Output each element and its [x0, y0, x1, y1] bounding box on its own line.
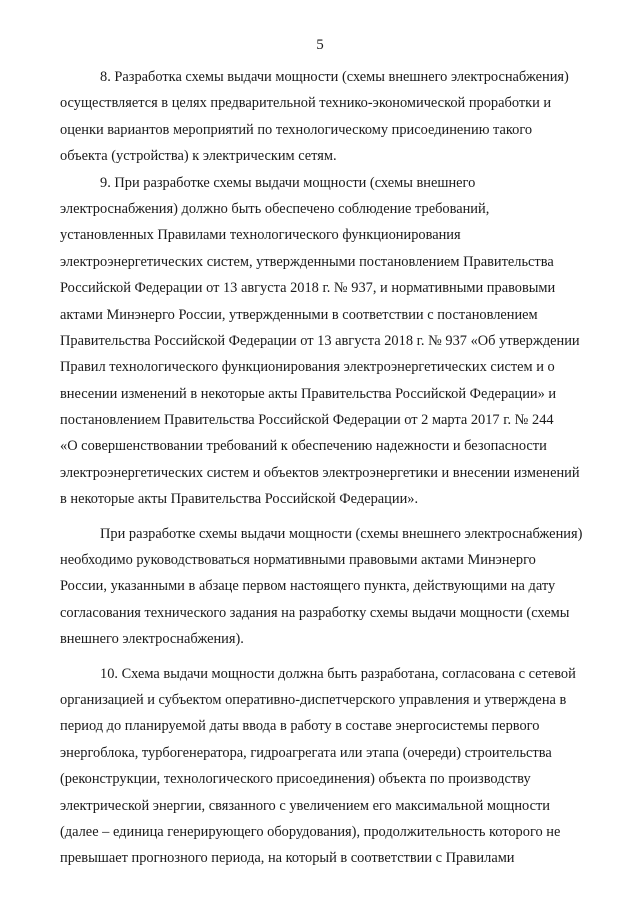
paragraph-gap: [60, 513, 608, 521]
text-line: внесении изменений в некоторые акты Правительства Российской Федерации» и: [60, 385, 557, 402]
text-line: России, указанными в абзаце первом настоящего пункта, действующими на дату: [60, 578, 556, 595]
text-line: 9. При разработке схемы выдачи мощности (схемы внешнего: [100, 174, 476, 191]
text-line: внешнего электроснабжения).: [60, 631, 244, 648]
text-line: «О совершенствовании требований к обеспечению надежности и безопасности: [60, 438, 547, 455]
text-line: (далее – единица генерирующего оборудования), продолжительность которого не: [60, 823, 561, 840]
text-line: электрической энергии, связанного с увеличением его максимальной мощности: [60, 797, 550, 814]
text-line: Правил технологического функционирования электроэнергетических систем и о: [60, 359, 555, 376]
text-line: Российской Федерации от 13 августа 2018 г. № 937, и нормативными правовыми: [60, 280, 556, 297]
text-line: установленных Правилами технологического функционирования: [60, 227, 461, 244]
text-line: электроэнергетических систем и объектов электроэнергетики и внесении изменений: [60, 464, 580, 481]
paragraph-8: [60, 64, 608, 170]
text-line: превышает прогнозного периода, на который в соответствии с Правилами: [60, 850, 515, 867]
text-line: 8. Разработка схемы выдачи мощности (схемы внешнего электроснабжения): [100, 69, 569, 85]
text-line: организацией и субъектом оперативно-диспетчерского управления и утверждена в: [60, 691, 567, 708]
text-line: осуществляется в целях предварительной технико-экономической проработки и: [60, 95, 552, 112]
text-line: энергоблока, турбогенератора, гидроагрегата или этапа (очереди) строительства: [60, 744, 552, 761]
text-line: необходимо руководствоваться нормативными правовыми актами Минэнерго: [60, 552, 536, 569]
paragraph-gap: [60, 653, 608, 661]
paragraph-10: [60, 661, 608, 872]
text-line: постановлением Правительства Российской Федерации от 2 марта 2017 г. № 244: [60, 412, 554, 429]
paragraph-9-second: [60, 521, 608, 653]
text-line: (реконструкции, технологического присоединения) объекта по производству: [60, 771, 531, 788]
text-line: 10. Схема выдачи мощности должна быть разработана, согласована с сетевой: [100, 665, 576, 682]
text-line: актами Минэнерго России, утвержденными в соответствии с постановлением: [60, 306, 538, 323]
text-line: электроэнергетических систем, утвержденными постановлением Правительства: [60, 253, 554, 270]
text-line: Правительства Российской Федерации от 13 августа 2018 г. № 937 «Об утверждении: [60, 332, 580, 349]
text-line: электроснабжения) должно быть обеспечено соблюдение требований,: [60, 200, 490, 217]
text-line: период до планируемой даты ввода в работу в составе энергосистемы первого: [60, 718, 540, 735]
text-line: объекта (устройства) к электрическим сетям.: [60, 148, 337, 165]
text-line: в некоторые акты Правительства Российской Федерации».: [60, 491, 419, 508]
document-body: [60, 64, 608, 872]
paragraph-9: [60, 170, 608, 513]
text-line: согласования технического задания на разработку схемы выдачи мощности (схемы: [60, 604, 570, 621]
page-number: 5: [316, 37, 324, 53]
text-line: При разработке схемы выдачи мощности (схемы внешнего электроснабжения): [100, 525, 583, 542]
text-line: оценки вариантов мероприятий по технологическому присоединению такого: [60, 121, 533, 138]
